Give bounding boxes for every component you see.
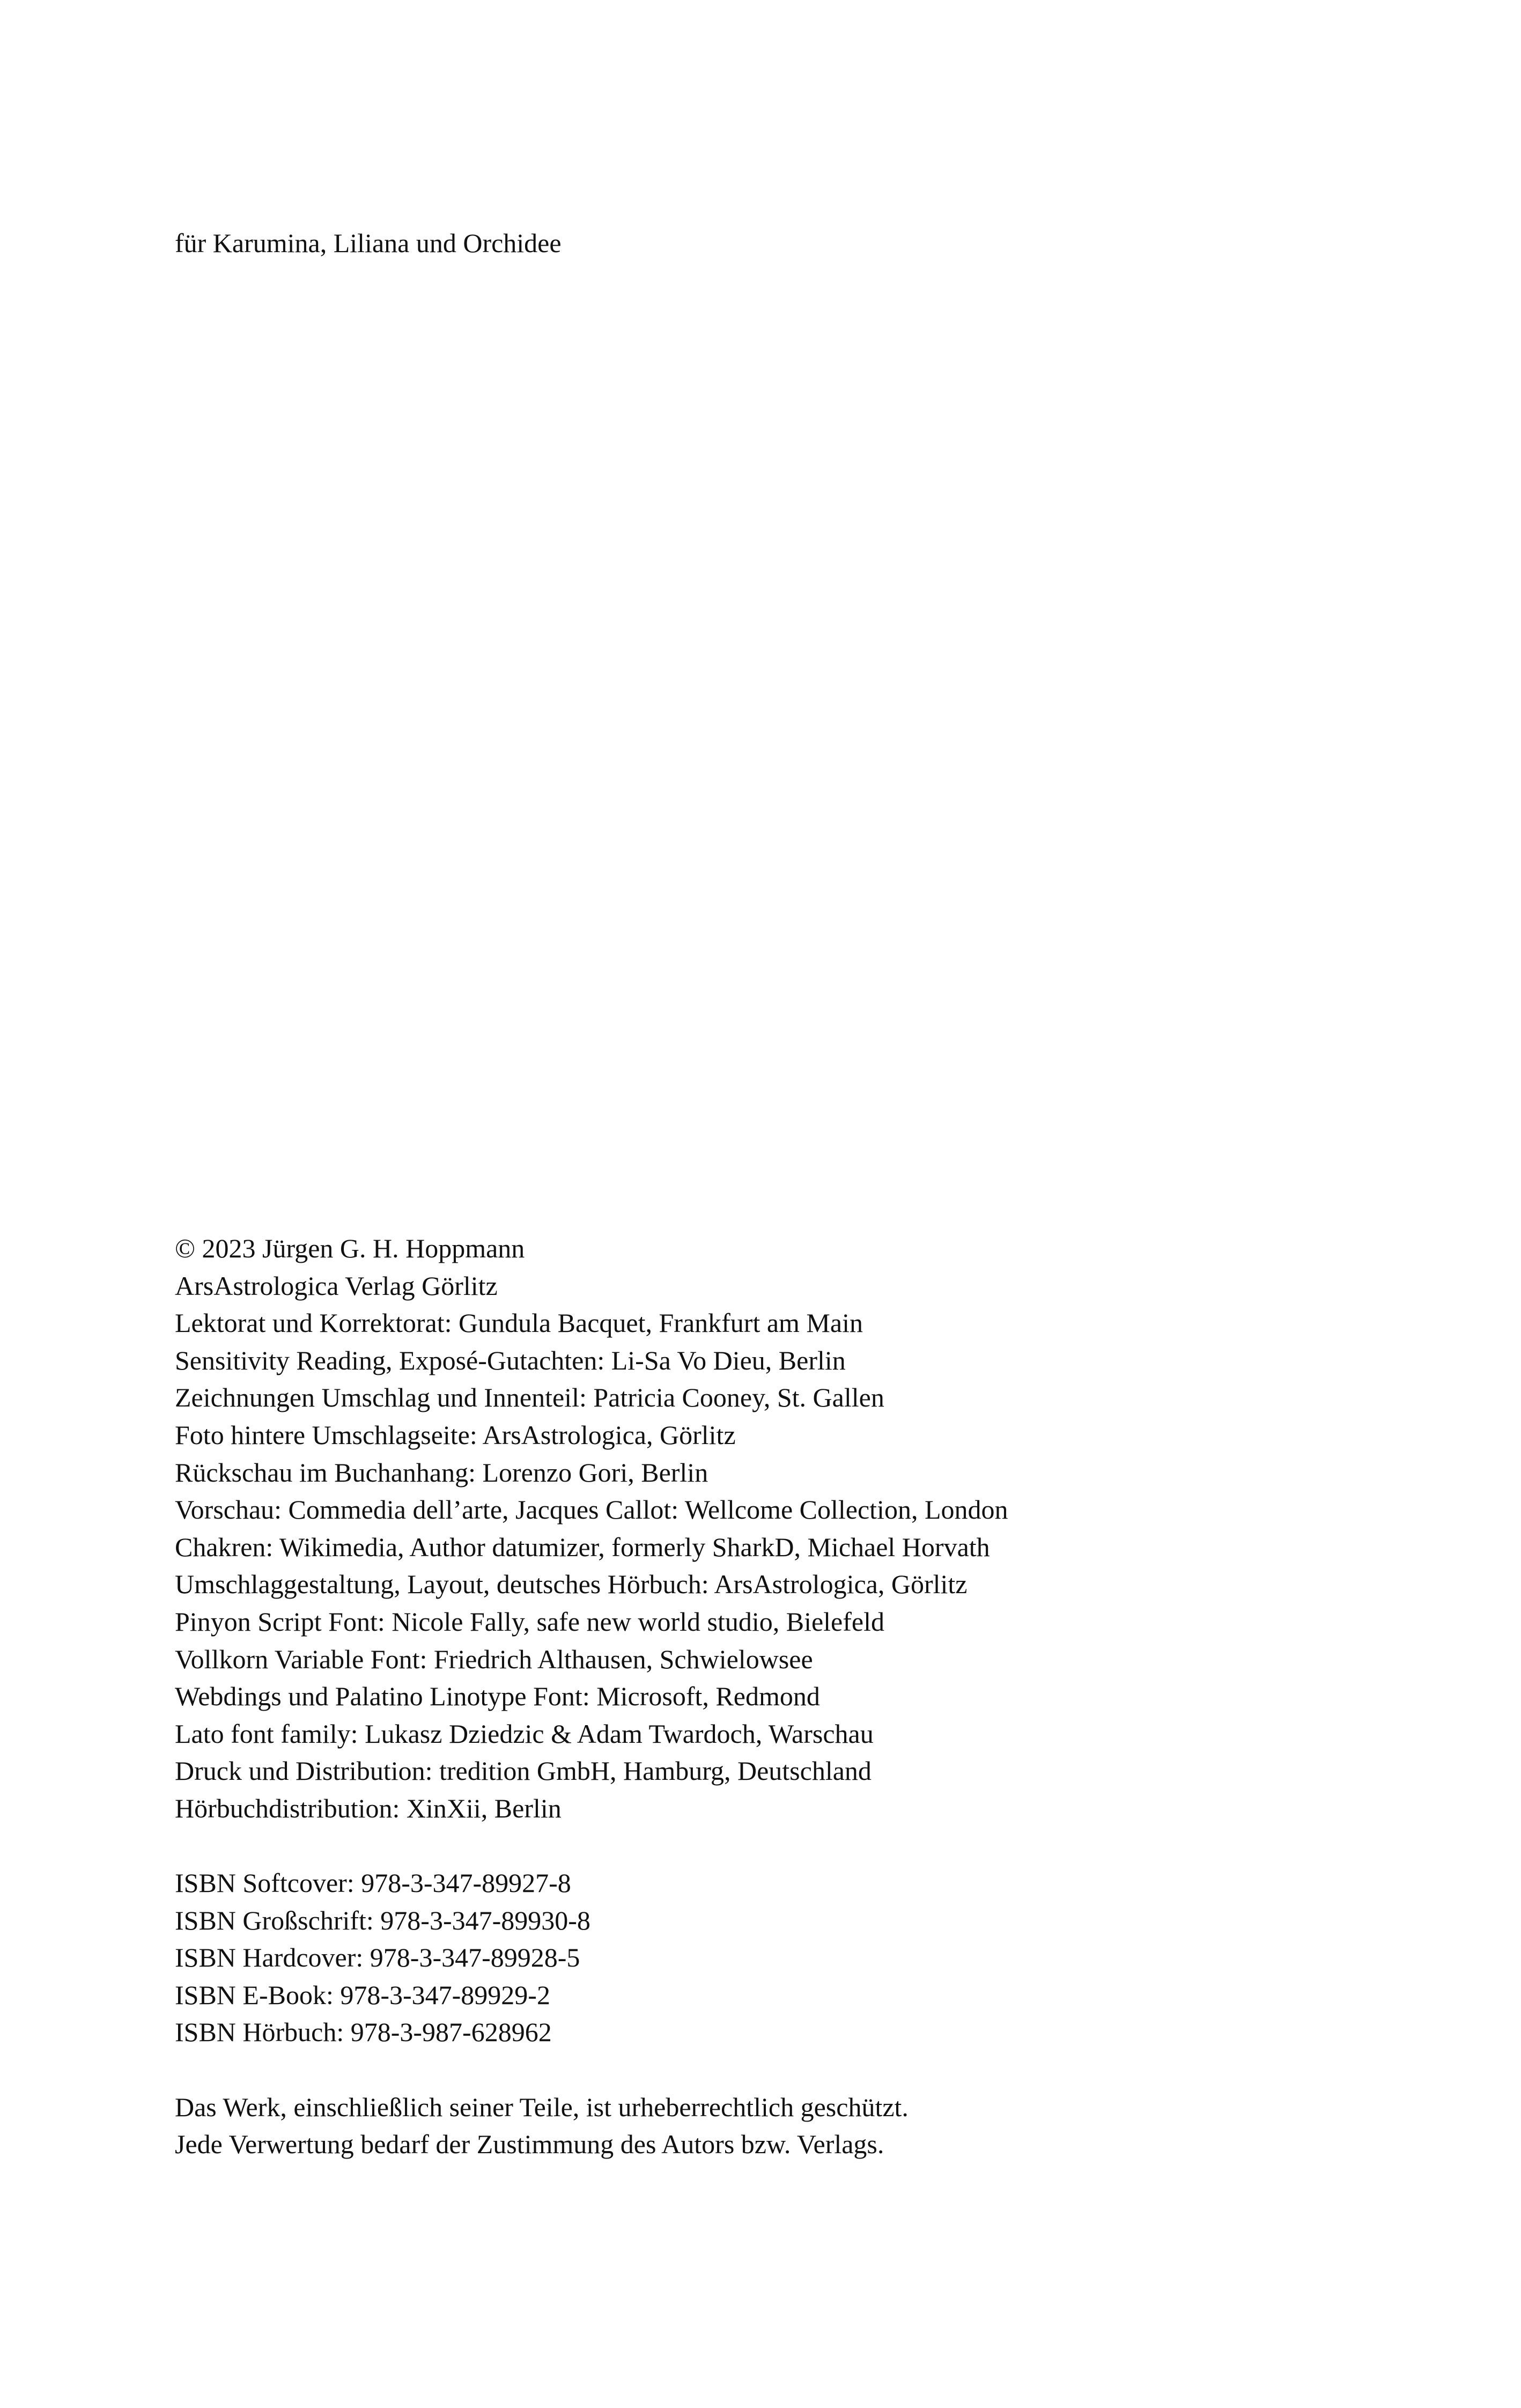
copyright-notice-line: Jede Verwertung bedarf der Zustimmung des Autors bzw. Verlags.: [175, 2129, 884, 2160]
copyright-line: © 2023 Jürgen G. H. Hoppmann: [175, 1233, 525, 1263]
credit-line: Rückschau im Buchanhang: Lorenzo Gori, Berlin: [175, 1457, 708, 1487]
credit-line: Pinyon Script Font: Nicole Fally, safe new world studio, Bielefeld: [175, 1606, 884, 1637]
isbn-hardcover: ISBN Hardcover: 978-3-347-89928-5: [175, 1942, 580, 1973]
dedication: für Karumina, Liliana und Orchidee: [175, 228, 562, 258]
credit-line: Umschlaggestaltung, Layout, deutsches Hörbuch: ArsAstrologica, Görlitz: [175, 1569, 968, 1600]
credit-line: Vollkorn Variable Font: Friedrich Althausen, Schwielowsee: [175, 1644, 813, 1674]
spacer: [175, 2051, 1008, 2089]
copyright-notice-line: Das Werk, einschließlich seiner Teile, ist urheberrechtlich geschützt.: [175, 2092, 909, 2122]
imprint-block: [175, 1230, 1008, 2163]
credits-list: [175, 1230, 1008, 1828]
credit-line: Druck und Distribution: tredition GmbH, Hamburg, Deutschland: [175, 1756, 872, 1786]
credit-line: Chakren: Wikimedia, Author datumizer, formerly SharkD, Michael Horvath: [175, 1531, 990, 1562]
credit-line: Foto hintere Umschlagseite: ArsAstrologica, Görlitz: [175, 1419, 736, 1450]
credit-line: Lato font family: Lukasz Dziedzic & Adam Twardoch, Warschau: [175, 1718, 874, 1749]
credit-line: Zeichnungen Umschlag und Innenteil: Patricia Cooney, St. Gallen: [175, 1382, 884, 1413]
isbn-audiobook: ISBN Hörbuch: 978-3-987-628962: [175, 2017, 552, 2048]
credit-line: Vorschau: Commedia dell’arte, Jacques Callot: Wellcome Collection, London: [175, 1494, 1008, 1525]
credit-line: Webdings und Palatino Linotype Font: Microsoft, Redmond: [175, 1681, 820, 1712]
credit-line: Lektorat und Korrektorat: Gundula Bacquet, Frankfurt am Main: [175, 1308, 863, 1338]
credit-line: Sensitivity Reading, Exposé-Gutachten: Li-Sa Vo Dieu, Berlin: [175, 1345, 846, 1375]
spacer: [175, 1828, 1008, 1865]
isbn-large-print: ISBN Großschrift: 978-3-347-89930-8: [175, 1905, 590, 1935]
credit-line: Hörbuchdistribution: XinXii, Berlin: [175, 1793, 562, 1823]
isbn-list: [175, 1865, 1008, 2051]
isbn-ebook: ISBN E-Book: 978-3-347-89929-2: [175, 1979, 550, 2010]
isbn-softcover: ISBN Softcover: 978-3-347-89927-8: [175, 1868, 571, 1898]
copyright-notice: [175, 2089, 1008, 2163]
publisher-line: ArsAstrologica Verlag Görlitz: [175, 1270, 498, 1301]
